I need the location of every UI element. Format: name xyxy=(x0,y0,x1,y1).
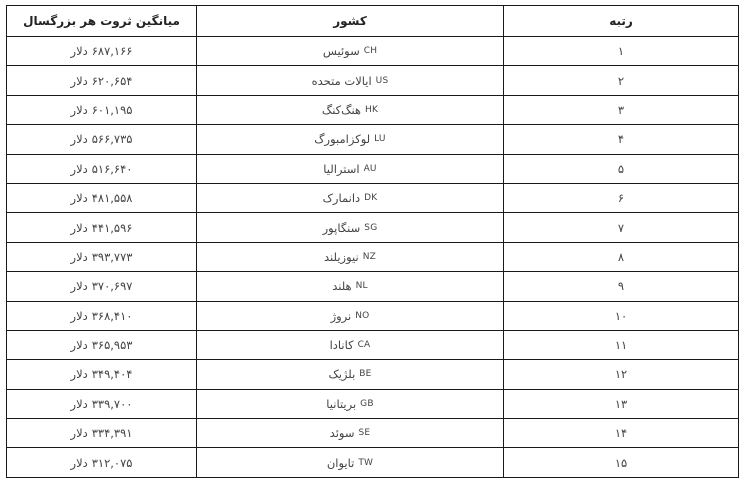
country-entry xyxy=(323,44,377,58)
country-entry xyxy=(328,367,371,381)
table-row xyxy=(7,419,739,448)
currency-unit: دلار xyxy=(70,73,88,88)
cell-country xyxy=(197,301,504,330)
wealth-value xyxy=(71,162,133,176)
cell-country xyxy=(197,183,504,212)
table-row xyxy=(7,301,739,330)
cell-average-wealth xyxy=(7,330,197,359)
cell-average-wealth xyxy=(7,66,197,95)
country-code: GB xyxy=(360,398,374,409)
currency-unit: دلار xyxy=(70,367,88,382)
country-name: سنگاپور xyxy=(322,220,361,235)
country-entry xyxy=(327,456,373,470)
wealth-amount: ۵۱۶,۶۴۰ xyxy=(91,161,133,176)
cell-country xyxy=(197,213,504,242)
wealth-amount: ۳۳۴,۳۹۱ xyxy=(91,426,133,441)
wealth-amount: ۶۸۷,۱۶۶ xyxy=(91,44,133,59)
country-name: استرالیا xyxy=(323,161,360,176)
cell-country xyxy=(197,125,504,154)
country-code: HK xyxy=(365,104,379,115)
table-body xyxy=(7,37,739,478)
table-row xyxy=(7,66,739,95)
country-name: ایالات متحده xyxy=(311,73,372,88)
country-name: بریتانیا xyxy=(326,396,357,411)
table-row xyxy=(7,448,739,477)
wealth-value xyxy=(71,44,133,58)
country-entry xyxy=(332,279,368,293)
country-code: NL xyxy=(355,281,368,292)
wealth-amount: ۳۶۸,۴۱۰ xyxy=(91,308,133,323)
currency-unit: دلار xyxy=(70,308,88,323)
country-name: کانادا xyxy=(329,338,354,353)
country-name: نیوزیلند xyxy=(324,249,359,264)
cell-rank: ۱۲ xyxy=(504,360,739,389)
wealth-amount: ۳۳۹,۷۰۰ xyxy=(91,396,133,411)
header-rank: رتبه xyxy=(504,6,739,37)
cell-country xyxy=(197,95,504,124)
cell-rank: ۲ xyxy=(504,66,739,95)
country-entry xyxy=(314,132,385,146)
cell-country xyxy=(197,419,504,448)
country-entry xyxy=(331,309,370,323)
cell-rank: ۵ xyxy=(504,154,739,183)
cell-average-wealth xyxy=(7,419,197,448)
table-row xyxy=(7,389,739,418)
wealth-amount: ۳۱۲,۰۷۵ xyxy=(91,455,133,470)
cell-rank: ۱ xyxy=(504,37,739,66)
cell-average-wealth xyxy=(7,301,197,330)
cell-rank: ۱۵ xyxy=(504,448,739,477)
country-entry xyxy=(322,103,378,117)
cell-country xyxy=(197,360,504,389)
wealth-amount: ۶۲۰,۶۵۴ xyxy=(91,73,133,88)
wealth-value xyxy=(71,338,133,352)
country-entry xyxy=(330,426,371,440)
cell-country xyxy=(197,154,504,183)
country-code: NO xyxy=(355,310,370,321)
currency-unit: دلار xyxy=(70,338,88,353)
country-code: SE xyxy=(358,428,371,439)
country-code: CH xyxy=(363,46,378,57)
country-code: US xyxy=(375,75,389,86)
cell-rank: ۱۴ xyxy=(504,419,739,448)
wealth-value xyxy=(71,221,133,235)
currency-unit: دلار xyxy=(70,44,88,59)
wealth-value xyxy=(71,191,133,205)
country-code: BE xyxy=(359,369,372,380)
wealth-amount: ۳۷۰,۶۹۷ xyxy=(91,279,133,294)
table-row xyxy=(7,242,739,271)
wealth-value xyxy=(71,456,133,470)
table-row xyxy=(7,213,739,242)
cell-rank: ۱۳ xyxy=(504,389,739,418)
cell-rank: ۳ xyxy=(504,95,739,124)
country-name: تایوان xyxy=(326,455,355,470)
cell-average-wealth xyxy=(7,154,197,183)
country-entry xyxy=(330,338,371,352)
cell-rank: ۸ xyxy=(504,242,739,271)
country-code: SG xyxy=(364,222,378,233)
table-row xyxy=(7,360,739,389)
wealth-value xyxy=(71,426,133,440)
country-code: LU xyxy=(374,134,386,145)
currency-unit: دلار xyxy=(70,396,88,411)
currency-unit: دلار xyxy=(70,220,88,235)
cell-country xyxy=(197,448,504,477)
cell-average-wealth xyxy=(7,360,197,389)
table-row xyxy=(7,272,739,301)
country-name: لوکزامبورگ xyxy=(314,132,371,147)
wealth-amount: ۶۰۱,۱۹۵ xyxy=(91,102,133,117)
country-entry xyxy=(324,250,376,264)
cell-average-wealth xyxy=(7,389,197,418)
cell-average-wealth xyxy=(7,125,197,154)
cell-average-wealth xyxy=(7,183,197,212)
country-entry xyxy=(323,191,378,205)
country-name: سوئد xyxy=(329,426,355,441)
cell-average-wealth xyxy=(7,95,197,124)
cell-country xyxy=(197,389,504,418)
country-name: بلژیک xyxy=(328,367,356,382)
wealth-amount: ۳۴۹,۴۰۴ xyxy=(91,367,133,382)
wealth-value xyxy=(71,103,133,117)
wealth-value xyxy=(71,74,133,88)
wealth-amount: ۵۶۶,۷۳۵ xyxy=(91,132,133,147)
currency-unit: دلار xyxy=(70,191,88,206)
header-average-wealth: میانگین ثروت هر بزرگسال xyxy=(7,6,197,37)
currency-unit: دلار xyxy=(70,455,88,470)
cell-average-wealth xyxy=(7,272,197,301)
wealth-value xyxy=(71,397,133,411)
cell-rank: ۱۱ xyxy=(504,330,739,359)
header-country: کشور xyxy=(197,6,504,37)
cell-average-wealth xyxy=(7,242,197,271)
table-header xyxy=(7,6,739,37)
table-row xyxy=(7,183,739,212)
cell-average-wealth xyxy=(7,37,197,66)
wealth-value xyxy=(71,309,133,323)
wealth-value xyxy=(71,367,133,381)
wealth-amount: ۴۴۱,۵۹۶ xyxy=(91,220,133,235)
cell-rank: ۴ xyxy=(504,125,739,154)
cell-country xyxy=(197,37,504,66)
country-code: DK xyxy=(364,193,378,204)
country-entry xyxy=(323,221,378,235)
cell-country xyxy=(197,272,504,301)
header-row xyxy=(7,6,739,37)
table-row xyxy=(7,330,739,359)
cell-rank: ۷ xyxy=(504,213,739,242)
cell-average-wealth xyxy=(7,448,197,477)
country-code: AU xyxy=(363,163,377,174)
wealth-amount: ۴۸۱,۵۵۸ xyxy=(91,191,133,206)
country-entry xyxy=(326,397,373,411)
cell-average-wealth xyxy=(7,213,197,242)
country-name: هنگ‌کنگ xyxy=(321,102,361,117)
country-name: هلند xyxy=(332,279,352,294)
currency-unit: دلار xyxy=(70,132,88,147)
cell-rank: ۹ xyxy=(504,272,739,301)
country-entry xyxy=(312,74,389,88)
country-code: TW xyxy=(358,457,374,468)
currency-unit: دلار xyxy=(70,249,88,264)
wealth-ranking-table xyxy=(6,5,739,478)
table-row xyxy=(7,154,739,183)
country-entry xyxy=(323,162,376,176)
cell-country xyxy=(197,66,504,95)
country-name: دانمارک xyxy=(322,191,361,206)
currency-unit: دلار xyxy=(70,279,88,294)
cell-country xyxy=(197,242,504,271)
table-row xyxy=(7,125,739,154)
table-row xyxy=(7,37,739,66)
country-name: سوئیس xyxy=(322,44,360,59)
wealth-value xyxy=(71,250,133,264)
wealth-value xyxy=(71,279,133,293)
table-row xyxy=(7,95,739,124)
currency-unit: دلار xyxy=(70,102,88,117)
cell-rank: ۶ xyxy=(504,183,739,212)
wealth-amount: ۳۹۳,۷۷۳ xyxy=(91,249,133,264)
currency-unit: دلار xyxy=(70,161,88,176)
country-code: NZ xyxy=(362,251,376,262)
wealth-value xyxy=(71,132,133,146)
country-name: نروژ xyxy=(330,308,352,323)
country-code: CA xyxy=(357,340,371,351)
wealth-amount: ۳۶۵,۹۵۳ xyxy=(91,338,133,353)
cell-rank: ۱۰ xyxy=(504,301,739,330)
currency-unit: دلار xyxy=(70,426,88,441)
cell-country xyxy=(197,330,504,359)
